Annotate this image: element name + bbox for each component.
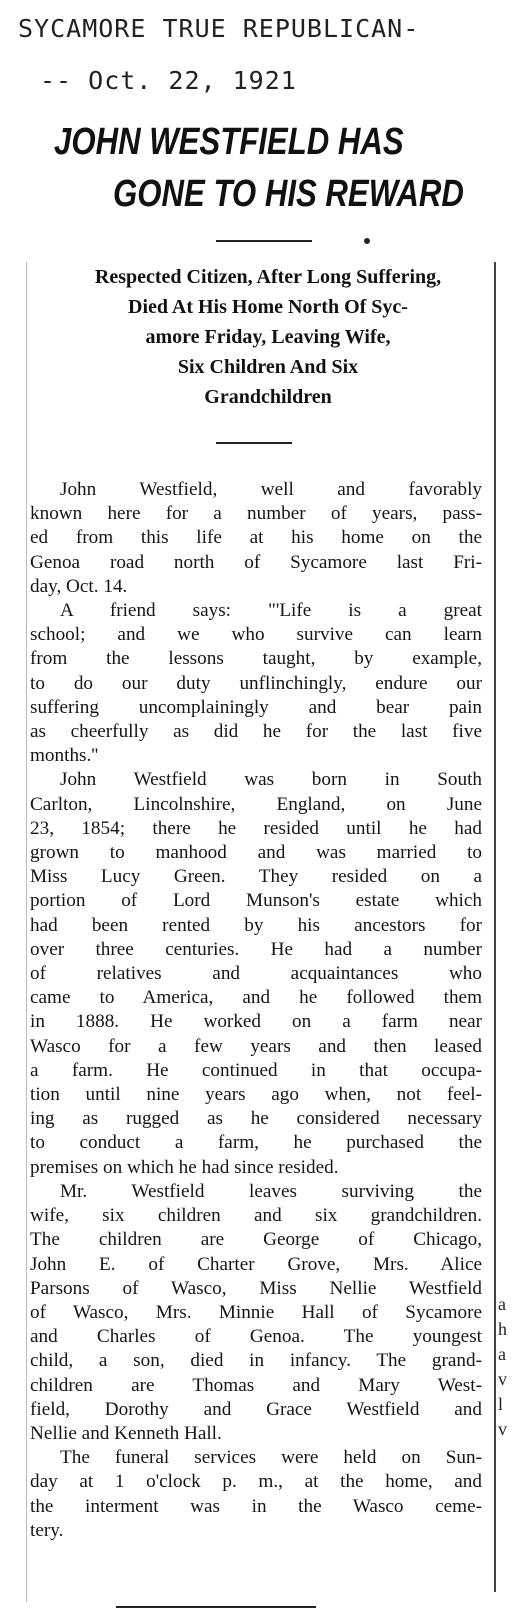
- edge-fragment: v: [498, 1419, 507, 1439]
- body-line: the interment was in the Wasco ceme-: [30, 1495, 482, 1517]
- body-line: from the lessons taught, by example,: [30, 648, 482, 670]
- body-line: A friend says: "'Life is a great: [60, 600, 482, 622]
- subheadline: [48, 262, 488, 412]
- article-end-rule: [116, 1606, 316, 1608]
- body-line: Miss Lucy Green. They resided on a: [30, 866, 482, 888]
- edge-fragment: a: [498, 1344, 506, 1364]
- body-line: suffering uncomplainingly and bear pain: [30, 696, 482, 718]
- body-line: child, a son, died in infancy. The grand-: [30, 1350, 482, 1372]
- body-line: day at 1 o'clock p. m., at the home, and: [30, 1471, 482, 1493]
- body-line: as cheerfully as did he for the last five: [30, 721, 482, 743]
- body-line: over three centuries. He had a number: [30, 938, 482, 960]
- body-line: a farm. He continued in that occupa-: [30, 1059, 482, 1081]
- body-line: tery.: [30, 1519, 64, 1541]
- subhead-line: amore Friday, Leaving Wife,: [145, 326, 391, 348]
- body-line: had been rented by his ancestors for: [30, 914, 482, 936]
- body-line: Nellie and Kenneth Hall.: [30, 1422, 222, 1444]
- body-line: premises on which he had since resided.: [30, 1156, 339, 1178]
- body-line: of Wasco, Mrs. Minnie Hall of Sycamore: [30, 1301, 482, 1323]
- body-line: portion of Lord Munson's estate which: [30, 890, 482, 912]
- body-line: school; and we who survive can learn: [30, 624, 482, 646]
- subhead-line: Six Children And Six: [177, 356, 359, 378]
- body-line: John E. of Charter Grove, Mrs. Alice: [30, 1253, 482, 1275]
- body-line: to do our duty unflinchingly, endure our: [30, 672, 482, 694]
- body-line: of relatives and acquaintances who: [30, 963, 482, 985]
- body-line: tion until nine years ago when, not feel-: [30, 1084, 482, 1106]
- body-line: day, Oct. 14.: [30, 575, 128, 597]
- edge-fragment: l: [498, 1394, 504, 1414]
- subhead-divider: [216, 442, 292, 444]
- subhead-line: Respected Citizen, After Long Suffering,: [94, 266, 442, 288]
- body-line: John Westfield was born in South: [60, 769, 482, 791]
- ink-dot: [364, 238, 370, 244]
- body-line: wife, six children and six grandchildren.: [30, 1205, 482, 1227]
- body-line: The children are George of Chicago,: [30, 1229, 482, 1251]
- body-line: ing as rugged as he considered necessary: [30, 1108, 482, 1130]
- body-line: The funeral services were held on Sun-: [60, 1447, 482, 1469]
- headline-line-2: GONE TO HIS REWARD: [113, 173, 464, 215]
- column-border: [26, 262, 27, 1602]
- subhead-line: Grandchildren: [204, 386, 332, 408]
- headline: [54, 116, 464, 220]
- body-line: ed from this life at his home on the: [30, 527, 482, 549]
- subhead-line: Died At His Home North Of Syc-: [128, 296, 408, 318]
- edge-fragment: v: [498, 1369, 507, 1389]
- masthead-line-1: SYCAMORE TRUE REPUBLICAN-: [18, 14, 420, 43]
- body-line: children are Thomas and Mary West-: [30, 1374, 482, 1396]
- body-line: Parsons of Wasco, Miss Nellie Westfield: [30, 1277, 482, 1299]
- adjacent-column-edge: [492, 0, 516, 1624]
- body-line: John Westfield, well and favorably: [60, 479, 482, 500]
- masthead-date: -- Oct. 22, 1921: [40, 66, 297, 95]
- body-line: months.'': [30, 745, 99, 767]
- body-line: field, Dorothy and Grace Westfield and: [30, 1398, 482, 1420]
- body-line: came to America, and he followed them: [30, 987, 482, 1009]
- body-line: 23, 1854; there he resided until he had: [30, 817, 482, 839]
- edge-fragment: h: [498, 1319, 507, 1339]
- column-rule: [494, 262, 496, 1592]
- body-line: to conduct a farm, he purchased the: [30, 1132, 482, 1154]
- body-line: Carlton, Lincolnshire, England, on June: [30, 793, 482, 815]
- body-line: and Charles of Genoa. The youngest: [30, 1326, 482, 1348]
- headline-line-1: JOHN WESTFIELD HAS: [54, 121, 404, 163]
- body-line: grown to manhood and was married to: [30, 842, 482, 864]
- body-line: in 1888. He worked on a farm near: [30, 1011, 482, 1033]
- body-line: Genoa road north of Sycamore last Fri-: [30, 551, 482, 573]
- headline-divider: [216, 240, 312, 242]
- body-line: Mr. Westfield leaves surviving the: [60, 1180, 482, 1202]
- edge-fragment: a: [498, 1294, 506, 1314]
- body-line: Wasco for a few years and then leased: [30, 1035, 482, 1057]
- article-body: [30, 478, 482, 1543]
- body-line: known here for a number of years, pass-: [30, 503, 482, 525]
